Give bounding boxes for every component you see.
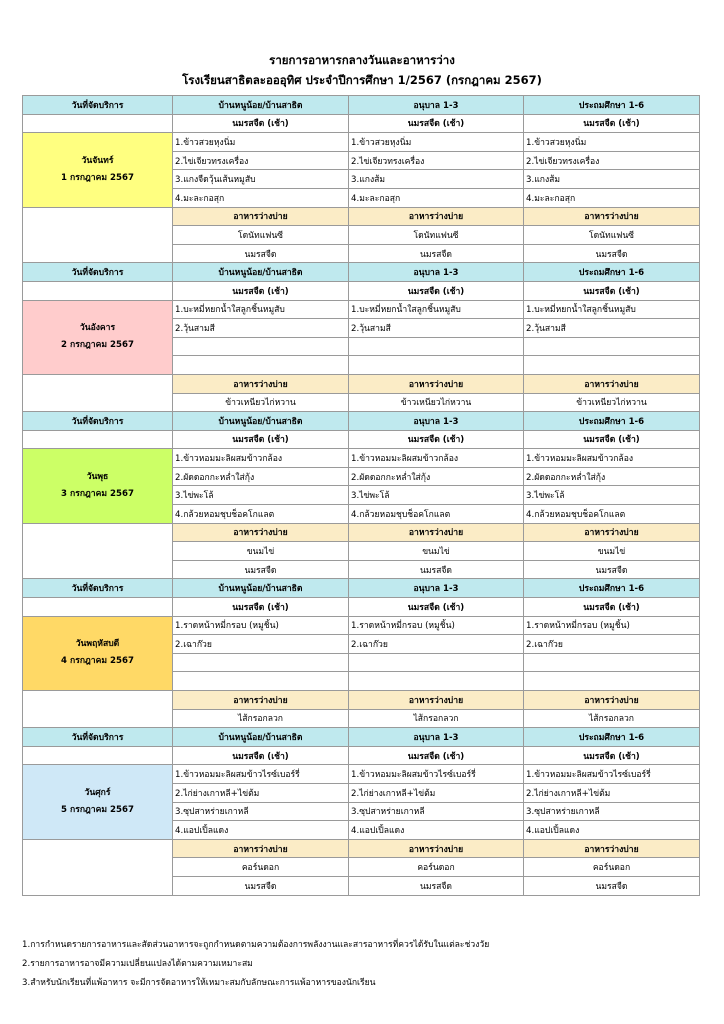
day-cell: [23, 133, 173, 207]
menu-item: 1.ข้าวหอมมะลิผสมข้าวไรซ์เบอร์รี่: [349, 765, 524, 784]
snack-item: คอร์นดอก: [524, 858, 700, 877]
table-row: [23, 300, 700, 319]
snack-item: คอร์นดอก: [349, 858, 524, 877]
day-date: 5 กรกฎาคม 2567: [61, 805, 134, 816]
menu-item: 3.แกงจืดวุ้นเส้นหมูสับ: [173, 170, 349, 189]
milk-label: นมรสจืด (เช้า): [349, 430, 524, 449]
column-header: วันที่จัดบริการ: [23, 579, 173, 598]
menu-item: [524, 337, 700, 356]
empty-cell: [23, 746, 173, 765]
snack-header: อาหารว่างบ่าย: [173, 691, 349, 710]
table-row: [23, 374, 700, 393]
menu-item: [173, 356, 349, 375]
note-item: 1.การกำหนดรายการอาหารและสัดส่วนอาหารจะถูกกำหนดตามความต้องการพลังงานและสารอาหารที่ควรได้รับในแต่ละช่วงวัย: [22, 940, 490, 950]
milk-label: นมรสจืด (เช้า): [524, 281, 700, 300]
menu-item: 1.บะหมี่หยกน้ำใสลูกชิ้นหมูสับ: [173, 300, 349, 319]
empty-cell: [23, 598, 173, 617]
column-header: บ้านหนูน้อย/บ้านสาธิต: [173, 263, 349, 282]
table-row: [23, 523, 700, 542]
milk-label: นมรสจืด (เช้า): [173, 598, 349, 617]
empty-cell: [23, 281, 173, 300]
snack-item: นมรสจืด: [173, 876, 349, 895]
day-name: วันพุธ: [86, 471, 109, 482]
menu-item: 4.กล้วยหอมชุบช็อคโกแลต: [173, 505, 349, 524]
column-header: วันที่จัดบริการ: [23, 728, 173, 747]
snack-header: อาหารว่างบ่าย: [349, 691, 524, 710]
milk-label: นมรสจืด (เช้า): [173, 281, 349, 300]
column-header: วันที่จัดบริการ: [23, 263, 173, 282]
table-row: [23, 449, 700, 468]
column-header: ประถมศึกษา 1-6: [524, 263, 700, 282]
menu-item: 3.ไข่พะโล้: [524, 486, 700, 505]
milk-label: นมรสจืด (เช้า): [349, 598, 524, 617]
menu-item: [524, 356, 700, 375]
table-row: [23, 114, 700, 133]
table-header-row: [23, 412, 700, 431]
column-header: ประถมศึกษา 1-6: [524, 96, 700, 115]
snack-item: ข้าวเหนียวไก่หวาน: [524, 393, 700, 412]
menu-item: 4.กล้วยหอมชุบช็อคโกแลต: [349, 505, 524, 524]
page-subtitle: โรงเรียนสาธิตละอออุทิศ ประจำปีการศึกษา 1/2567 (กรกฎาคม 2567): [182, 73, 542, 87]
snack-item: โดนัทแฟนซี: [173, 226, 349, 245]
menu-item: 4.แอปเปิ้ลแดง: [524, 821, 700, 840]
snack-item: โดนัทแฟนซี: [524, 226, 700, 245]
day-date: 2 กรกฎาคม 2567: [61, 340, 134, 351]
snack-header: อาหารว่างบ่าย: [524, 374, 700, 393]
snack-item: ขนมไข่: [349, 542, 524, 561]
snack-header: อาหารว่างบ่าย: [524, 691, 700, 710]
notes: [22, 936, 489, 993]
day-name: วันจันทร์: [81, 155, 114, 166]
menu-item: 2.ไก่ย่างเกาหลี+ไข่ต้ม: [173, 783, 349, 802]
snack-item: นมรสจืด: [173, 560, 349, 579]
snack-item: นมรสจืด: [349, 560, 524, 579]
note-item: 3.สำหรับนักเรียนที่แพ้อาหาร จะมีการจัดอาหารให้เหมาะสมกับลักษณะการแพ้อาหารของนักเรียน: [22, 978, 376, 988]
milk-label: นมรสจืด (เช้า): [173, 746, 349, 765]
menu-item: [524, 672, 700, 691]
menu-item: 2.วุ้นสามสี: [173, 319, 349, 338]
empty-cell: [23, 839, 173, 895]
snack-item: นมรสจืด: [173, 244, 349, 263]
snack-item: นมรสจืด: [524, 560, 700, 579]
menu-item: 1.ข้าวสวยหุงนิ่ม: [349, 133, 524, 152]
column-header: บ้านหนูน้อย/บ้านสาธิต: [173, 728, 349, 747]
table-row: [23, 746, 700, 765]
menu-item: 4.มะละกอสุก: [173, 188, 349, 207]
menu-item: 2.ไก่ย่างเกาหลี+ไข่ต้ม: [524, 783, 700, 802]
menu-item: 1.ราดหน้าหมี่กรอบ (หมูชิ้น): [173, 616, 349, 635]
menu-item: 1.ข้าวสวยหุงนิ่ม: [524, 133, 700, 152]
snack-item: ไส้กรอกลวก: [173, 709, 349, 728]
menu-item: 1.ราดหน้าหมี่กรอบ (หมูชิ้น): [349, 616, 524, 635]
day-date: 1 กรกฎาคม 2567: [61, 172, 134, 183]
milk-label: นมรสจืด (เช้า): [524, 598, 700, 617]
menu-item: 3.ไข่พะโล้: [173, 486, 349, 505]
menu-item: [173, 337, 349, 356]
empty-cell: [23, 207, 173, 263]
column-header: บ้านหนูน้อย/บ้านสาธิต: [173, 412, 349, 431]
menu-item: 2.ผัดดอกกะหล่ำใส่กุ้ง: [524, 467, 700, 486]
note-item: 2.รายการอาหารอาจมีความเปลี่ยนแปลงได้ตามความเหมาะสม: [22, 959, 253, 969]
menu-item: 1.ข้าวหอมมะลิผสมข้าวกล้อง: [349, 449, 524, 468]
snack-item: ข้าวเหนียวไก่หวาน: [173, 393, 349, 412]
milk-label: นมรสจืด (เช้า): [349, 281, 524, 300]
table-row: [23, 133, 700, 152]
menu-item: 2.เฉาก๊วย: [524, 635, 700, 654]
snack-item: ไส้กรอกลวก: [349, 709, 524, 728]
milk-label: นมรสจืด (เช้า): [524, 430, 700, 449]
snack-header: อาหารว่างบ่าย: [173, 839, 349, 858]
day-date: 4 กรกฎาคม 2567: [61, 656, 134, 667]
menu-item: 2.ผัดดอกกะหล่ำใส่กุ้ง: [349, 467, 524, 486]
table-row: [23, 207, 700, 226]
menu-item: 1.ข้าวหอมมะลิผสมข้าวไรซ์เบอร์รี่: [173, 765, 349, 784]
menu-item: [349, 653, 524, 672]
empty-cell: [23, 691, 173, 728]
column-header: บ้านหนูน้อย/บ้านสาธิต: [173, 579, 349, 598]
day-cell: [23, 449, 173, 523]
milk-label: นมรสจืด (เช้า): [524, 746, 700, 765]
table-row: [23, 430, 700, 449]
menu-item: 4.แอปเปิ้ลแดง: [349, 821, 524, 840]
empty-cell: [23, 374, 173, 411]
snack-header: อาหารว่างบ่าย: [173, 374, 349, 393]
snack-item: ไส้กรอกลวก: [524, 709, 700, 728]
empty-cell: [23, 523, 173, 579]
menu-item: 2.ไข่เจียวทรงเครื่อง: [173, 151, 349, 170]
menu-item: 2.ผัดดอกกะหล่ำใส่กุ้ง: [173, 467, 349, 486]
day-name: วันศุกร์: [84, 788, 111, 799]
menu-table: [22, 95, 700, 896]
menu-item: 1.บะหมี่หยกน้ำใสลูกชิ้นหมูสับ: [349, 300, 524, 319]
snack-header: อาหารว่างบ่าย: [173, 207, 349, 226]
menu-item: 1.ข้าวสวยหุงนิ่ม: [173, 133, 349, 152]
menu-item: [349, 337, 524, 356]
day-cell: [23, 616, 173, 690]
snack-header: อาหารว่างบ่าย: [524, 839, 700, 858]
snack-item: ขนมไข่: [173, 542, 349, 561]
snack-header: อาหารว่างบ่าย: [524, 523, 700, 542]
snack-item: ข้าวเหนียวไก่หวาน: [349, 393, 524, 412]
table-header-row: [23, 263, 700, 282]
snack-item: ขนมไข่: [524, 542, 700, 561]
menu-item: 3.ซุปสาหร่ายเกาหลี: [349, 802, 524, 821]
snack-header: อาหารว่างบ่าย: [349, 523, 524, 542]
menu-item: 2.เฉาก๊วย: [173, 635, 349, 654]
menu-item: 3.แกงส้ม: [524, 170, 700, 189]
column-header: อนุบาล 1-3: [349, 263, 524, 282]
menu-item: 4.กล้วยหอมชุบช็อคโกแลต: [524, 505, 700, 524]
menu-item: [349, 356, 524, 375]
table-row: [23, 616, 700, 635]
menu-item: 2.วุ้นสามสี: [349, 319, 524, 338]
table-row: [23, 839, 700, 858]
table-header-row: [23, 579, 700, 598]
menu-item: 4.แอปเปิ้ลแดง: [173, 821, 349, 840]
day-name: วันพฤหัสบดี: [75, 639, 120, 650]
menu-item: 3.ซุปสาหร่ายเกาหลี: [173, 802, 349, 821]
menu-item: 3.ซุปสาหร่ายเกาหลี: [524, 802, 700, 821]
snack-item: นมรสจืด: [349, 244, 524, 263]
column-header: บ้านหนูน้อย/บ้านสาธิต: [173, 96, 349, 115]
milk-label: นมรสจืด (เช้า): [173, 430, 349, 449]
day-cell: [23, 300, 173, 374]
snack-item: นมรสจืด: [349, 876, 524, 895]
menu-item: 2.ไก่ย่างเกาหลี+ไข่ต้ม: [349, 783, 524, 802]
menu-item: 3.แกงส้ม: [349, 170, 524, 189]
menu-item: [173, 653, 349, 672]
column-header: ประถมศึกษา 1-6: [524, 579, 700, 598]
menu-item: 2.วุ้นสามสี: [524, 319, 700, 338]
milk-label: นมรสจืด (เช้า): [349, 114, 524, 133]
menu-item: 3.ไข่พะโล้: [349, 486, 524, 505]
menu-item: 1.ข้าวหอมมะลิผสมข้าวกล้อง: [524, 449, 700, 468]
snack-header: อาหารว่างบ่าย: [349, 374, 524, 393]
column-header: ประถมศึกษา 1-6: [524, 728, 700, 747]
menu-item: 1.ราดหน้าหมี่กรอบ (หมูชิ้น): [524, 616, 700, 635]
snack-item: คอร์นดอก: [173, 858, 349, 877]
snack-header: อาหารว่างบ่าย: [349, 839, 524, 858]
table-header-row: [23, 728, 700, 747]
table-row: [23, 281, 700, 300]
menu-item: 2.ไข่เจียวทรงเครื่อง: [349, 151, 524, 170]
column-header: อนุบาล 1-3: [349, 728, 524, 747]
table-row: [23, 691, 700, 710]
empty-cell: [23, 114, 173, 133]
menu-item: [524, 653, 700, 672]
milk-label: นมรสจืด (เช้า): [349, 746, 524, 765]
snack-item: โดนัทแฟนซี: [349, 226, 524, 245]
snack-item: นมรสจืด: [524, 876, 700, 895]
day-name: วันอังคาร: [79, 323, 116, 334]
menu-item: 4.มะละกอสุก: [349, 188, 524, 207]
menu-item: 1.ข้าวหอมมะลิผสมข้าวไรซ์เบอร์รี่: [524, 765, 700, 784]
day-date: 3 กรกฎาคม 2567: [61, 488, 134, 499]
menu-item: 2.เฉาก๊วย: [349, 635, 524, 654]
menu-item: 1.บะหมี่หยกน้ำใสลูกชิ้นหมูสับ: [524, 300, 700, 319]
column-header: อนุบาล 1-3: [349, 579, 524, 598]
table-row: [23, 598, 700, 617]
day-cell: [23, 765, 173, 839]
snack-header: อาหารว่างบ่าย: [524, 207, 700, 226]
column-header: วันที่จัดบริการ: [23, 412, 173, 431]
snack-header: อาหารว่างบ่าย: [173, 523, 349, 542]
menu-item: [173, 672, 349, 691]
table-header-row: [23, 96, 700, 115]
column-header: อนุบาล 1-3: [349, 96, 524, 115]
snack-item: นมรสจืด: [524, 244, 700, 263]
snack-header: อาหารว่างบ่าย: [349, 207, 524, 226]
column-header: วันที่จัดบริการ: [23, 96, 173, 115]
milk-label: นมรสจืด (เช้า): [173, 114, 349, 133]
table-row: [23, 765, 700, 784]
column-header: ประถมศึกษา 1-6: [524, 412, 700, 431]
menu-item: [349, 672, 524, 691]
menu-item: 4.มะละกอสุก: [524, 188, 700, 207]
column-header: อนุบาล 1-3: [349, 412, 524, 431]
menu-item: 1.ข้าวหอมมะลิผสมข้าวกล้อง: [173, 449, 349, 468]
empty-cell: [23, 430, 173, 449]
page-title: รายการอาหารกลางวันและอาหารว่าง: [269, 53, 455, 67]
milk-label: นมรสจืด (เช้า): [524, 114, 700, 133]
menu-item: 2.ไข่เจียวทรงเครื่อง: [524, 151, 700, 170]
